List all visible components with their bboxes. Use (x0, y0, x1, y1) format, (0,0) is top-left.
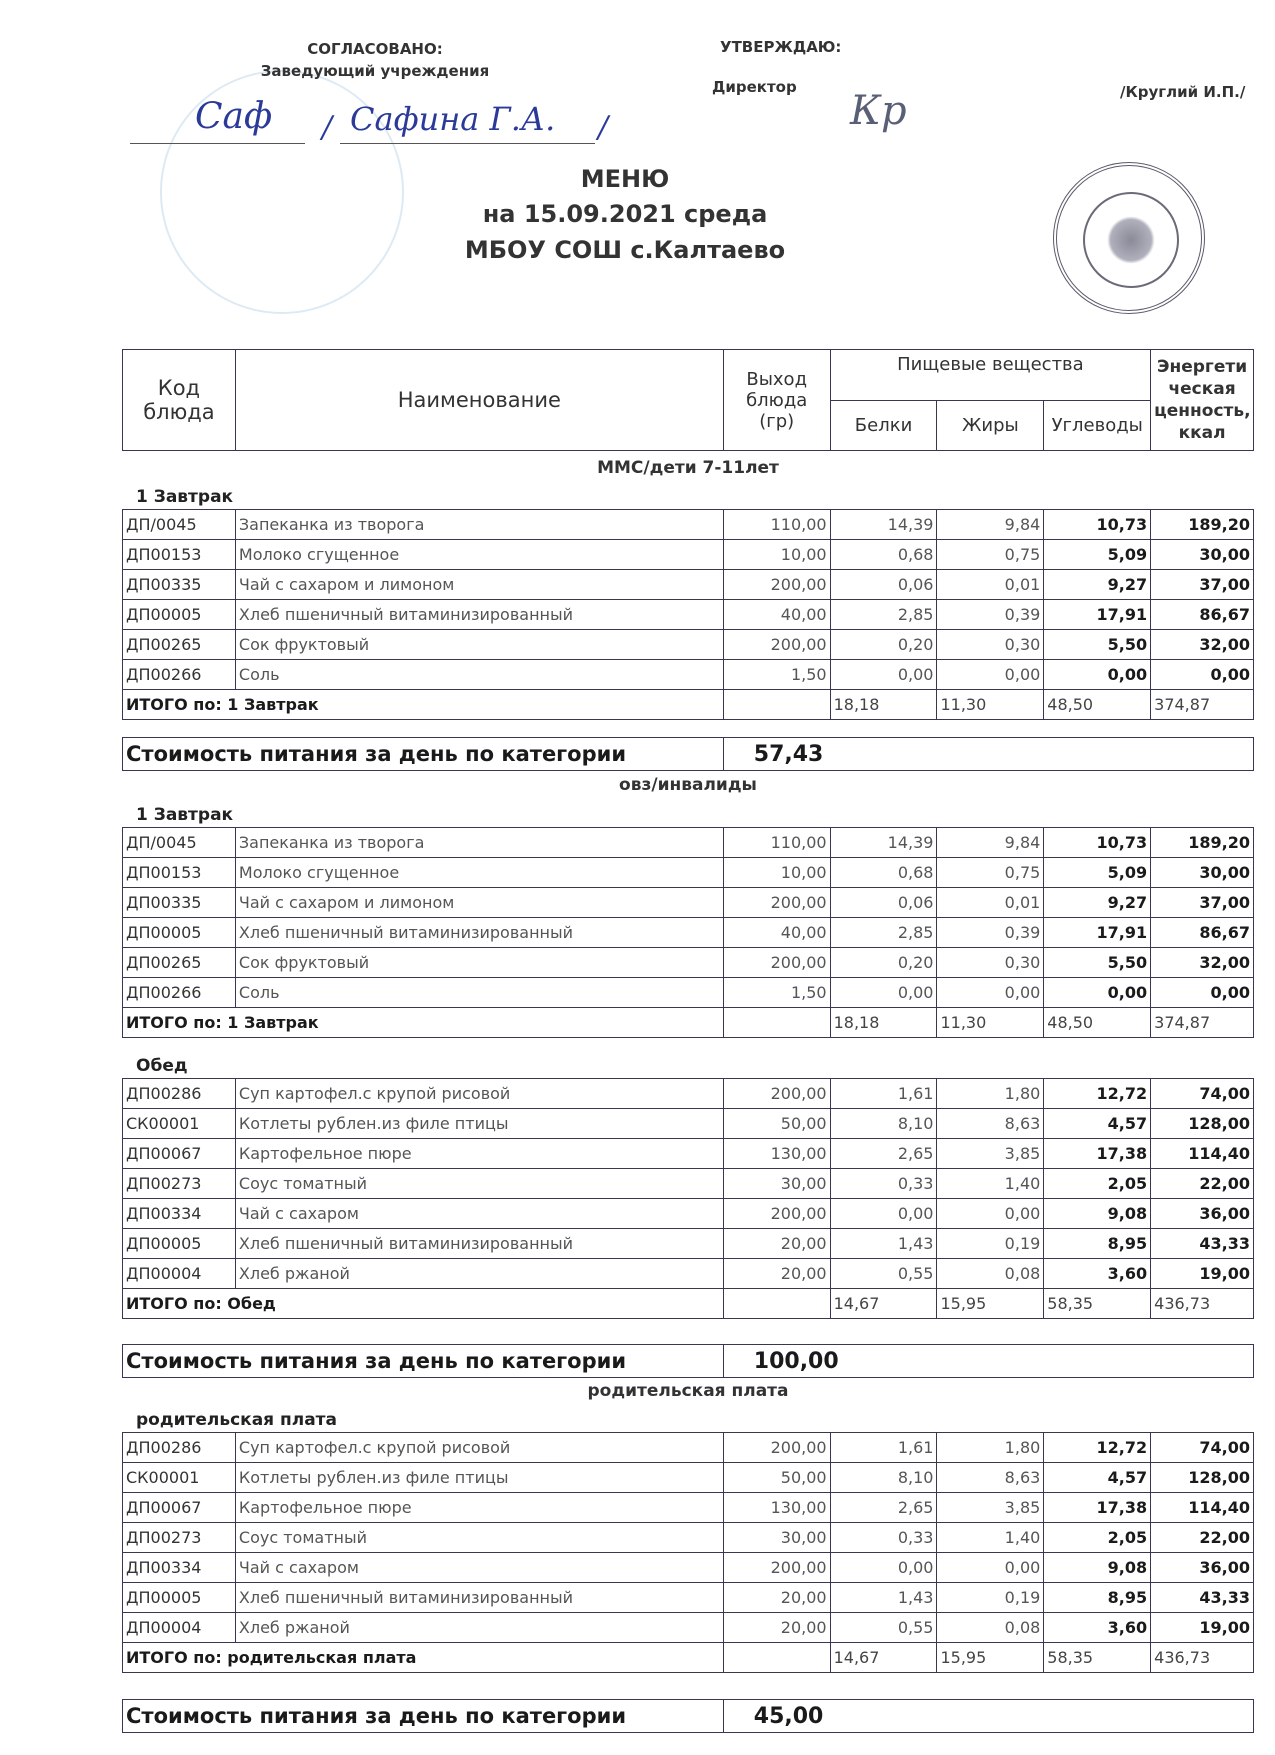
dish-energy: 43,33 (1151, 1229, 1254, 1259)
dish-code: ДП00067 (123, 1493, 236, 1523)
dish-energy: 32,00 (1151, 630, 1254, 660)
total-proteins: 14,67 (830, 1643, 937, 1673)
dish-fats: 0,75 (937, 858, 1044, 888)
dish-carbs: 9,08 (1044, 1199, 1151, 1229)
dish-energy: 189,20 (1151, 828, 1254, 858)
dish-output: 200,00 (723, 888, 830, 918)
approval-left-title: СОГЛАСОВАНО: (307, 40, 443, 58)
cost-row (123, 738, 1254, 771)
total-label: ИТОГО по: родительская плата (123, 1643, 724, 1673)
dish-proteins: 2,85 (830, 918, 937, 948)
dish-output: 110,00 (723, 510, 830, 540)
dish-energy: 74,00 (1151, 1433, 1254, 1463)
dish-energy: 128,00 (1151, 1463, 1254, 1493)
table-row (123, 828, 1254, 858)
table-row (123, 630, 1254, 660)
dish-proteins: 8,10 (830, 1463, 937, 1493)
dish-output: 20,00 (723, 1613, 830, 1643)
dish-fats: 0,75 (937, 540, 1044, 570)
dish-carbs: 8,95 (1044, 1229, 1151, 1259)
table-row (123, 888, 1254, 918)
dish-proteins: 0,00 (830, 1553, 937, 1583)
total-proteins: 18,18 (830, 1008, 937, 1038)
total-energy: 374,87 (1151, 1008, 1254, 1038)
dish-carbs: 0,00 (1044, 978, 1151, 1008)
cost-table (122, 1699, 1254, 1733)
dish-name: Котлеты рублен.из филе птицы (235, 1463, 723, 1493)
dish-output: 200,00 (723, 630, 830, 660)
dish-name: Суп картофел.с крупой рисовой (235, 1433, 723, 1463)
table-row (123, 1463, 1254, 1493)
dish-name: Хлеб пшеничный витаминизированный (235, 918, 723, 948)
table-row (123, 510, 1254, 540)
dish-name: Запеканка из творога (235, 510, 723, 540)
dish-name: Картофельное пюре (235, 1493, 723, 1523)
approval-right-role: Директор (712, 78, 797, 96)
cost-row (123, 1700, 1254, 1733)
dish-code: ДП00286 (123, 1079, 236, 1109)
dish-fats: 3,85 (937, 1139, 1044, 1169)
dish-proteins: 0,20 (830, 948, 937, 978)
dish-name: Соль (235, 660, 723, 690)
dish-carbs: 9,27 (1044, 570, 1151, 600)
total-label: ИТОГО по: 1 Завтрак (123, 690, 724, 720)
dish-fats: 8,63 (937, 1463, 1044, 1493)
dish-carbs: 2,05 (1044, 1523, 1151, 1553)
dish-output: 20,00 (723, 1229, 830, 1259)
dish-code: ДП00286 (123, 1433, 236, 1463)
dish-carbs: 3,60 (1044, 1259, 1151, 1289)
total-row (123, 1643, 1254, 1673)
dish-output: 20,00 (723, 1259, 830, 1289)
meal-label: 1 Завтрак (136, 805, 234, 825)
header-proteins: Белки (830, 401, 937, 451)
table-row (123, 1229, 1254, 1259)
total-fats: 15,95 (937, 1289, 1044, 1319)
dish-energy: 30,00 (1151, 858, 1254, 888)
dish-proteins: 0,00 (830, 1199, 937, 1229)
cost-label: Стоимость питания за день по категории (123, 1345, 724, 1378)
dish-proteins: 0,55 (830, 1613, 937, 1643)
dish-code: ДП00335 (123, 570, 236, 600)
dish-code: СК00001 (123, 1463, 236, 1493)
dish-carbs: 5,09 (1044, 858, 1151, 888)
dish-code: ДП00266 (123, 660, 236, 690)
dish-name: Чай с сахаром и лимоном (235, 570, 723, 600)
dish-carbs: 9,27 (1044, 888, 1151, 918)
dish-code: СК00001 (123, 1109, 236, 1139)
dish-energy: 36,00 (1151, 1199, 1254, 1229)
dish-proteins: 14,39 (830, 828, 937, 858)
table-row (123, 1079, 1254, 1109)
signature-line-left-name (340, 143, 595, 144)
dish-code: ДП00005 (123, 1583, 236, 1613)
category-label: овз/инвалиды (619, 775, 757, 795)
dish-output: 200,00 (723, 1433, 830, 1463)
dish-output: 50,00 (723, 1463, 830, 1493)
table-row (123, 1109, 1254, 1139)
dish-carbs: 5,50 (1044, 948, 1151, 978)
dish-fats: 0,19 (937, 1583, 1044, 1613)
dish-proteins: 1,61 (830, 1433, 937, 1463)
table-row (123, 978, 1254, 1008)
total-label: ИТОГО по: 1 Завтрак (123, 1008, 724, 1038)
total-output (723, 690, 830, 720)
dish-proteins: 0,68 (830, 858, 937, 888)
meal-table (122, 1078, 1254, 1319)
dish-carbs: 2,05 (1044, 1169, 1151, 1199)
header-energy: Энергети ческая ценность, ккал (1151, 350, 1254, 451)
dish-proteins: 0,68 (830, 540, 937, 570)
dish-proteins: 0,20 (830, 630, 937, 660)
dish-name: Картофельное пюре (235, 1139, 723, 1169)
table-row (123, 948, 1254, 978)
dish-carbs: 17,38 (1044, 1139, 1151, 1169)
dish-fats: 0,08 (937, 1613, 1044, 1643)
dish-fats: 3,85 (937, 1493, 1044, 1523)
slash-divider: / (322, 110, 333, 145)
total-carbs: 58,35 (1044, 1289, 1151, 1319)
dish-carbs: 3,60 (1044, 1613, 1151, 1643)
slash-divider: / (598, 110, 609, 145)
dish-energy: 114,40 (1151, 1493, 1254, 1523)
total-fats: 11,30 (937, 690, 1044, 720)
dish-energy: 32,00 (1151, 948, 1254, 978)
dish-name: Соус томатный (235, 1169, 723, 1199)
dish-proteins: 0,33 (830, 1523, 937, 1553)
dish-name: Суп картофел.с крупой рисовой (235, 1079, 723, 1109)
category-label: ММС/дети 7-11лет (597, 458, 779, 478)
table-row (123, 600, 1254, 630)
dish-name: Чай с сахаром (235, 1553, 723, 1583)
dish-fats: 1,80 (937, 1079, 1044, 1109)
total-output (723, 1289, 830, 1319)
dish-fats: 0,01 (937, 888, 1044, 918)
dish-fats: 1,80 (937, 1433, 1044, 1463)
meal-table (122, 1432, 1254, 1673)
dish-proteins: 0,55 (830, 1259, 937, 1289)
dish-energy: 189,20 (1151, 510, 1254, 540)
dish-proteins: 0,00 (830, 660, 937, 690)
dish-energy: 37,00 (1151, 570, 1254, 600)
header-fats: Жиры (937, 401, 1044, 451)
cost-value: 45,00 (723, 1700, 1253, 1733)
meal-table (122, 827, 1254, 1038)
dish-code: ДП00335 (123, 888, 236, 918)
table-row (123, 1169, 1254, 1199)
header-output: Выход блюда (гр) (723, 350, 830, 451)
dish-name: Молоко сгущенное (235, 540, 723, 570)
menu-date: на 15.09.2021 среда (482, 200, 768, 228)
approval-right-name: /Круглий И.П./ (1120, 83, 1246, 101)
cost-label: Стоимость питания за день по категории (123, 1700, 724, 1733)
dish-fats: 0,00 (937, 660, 1044, 690)
dish-name: Хлеб ржаной (235, 1613, 723, 1643)
dish-energy: 37,00 (1151, 888, 1254, 918)
dish-output: 10,00 (723, 540, 830, 570)
header-carbs: Углеводы (1044, 401, 1151, 451)
total-carbs: 48,50 (1044, 1008, 1151, 1038)
dish-proteins: 0,06 (830, 570, 937, 600)
header-name: Наименование (235, 350, 723, 451)
dish-fats: 8,63 (937, 1109, 1044, 1139)
total-energy: 436,73 (1151, 1289, 1254, 1319)
dish-proteins: 14,39 (830, 510, 937, 540)
dish-carbs: 0,00 (1044, 660, 1151, 690)
table-row (123, 1523, 1254, 1553)
dish-name: Хлеб пшеничный витаминизированный (235, 600, 723, 630)
total-fats: 11,30 (937, 1008, 1044, 1038)
dish-fats: 0,00 (937, 1199, 1044, 1229)
dish-code: ДП00273 (123, 1523, 236, 1553)
dish-carbs: 17,91 (1044, 918, 1151, 948)
signature-left: Саф (195, 96, 273, 137)
dish-carbs: 17,38 (1044, 1493, 1151, 1523)
dish-output: 110,00 (723, 828, 830, 858)
approval-left (200, 38, 550, 82)
dish-name: Чай с сахаром и лимоном (235, 888, 723, 918)
dish-proteins: 1,43 (830, 1583, 937, 1613)
total-energy: 436,73 (1151, 1643, 1254, 1673)
dish-fats: 0,39 (937, 918, 1044, 948)
dish-output: 200,00 (723, 1553, 830, 1583)
total-output (723, 1008, 830, 1038)
dish-output: 200,00 (723, 1199, 830, 1229)
dish-output: 30,00 (723, 1169, 830, 1199)
dish-fats: 0,01 (937, 570, 1044, 600)
dish-code: ДП00266 (123, 978, 236, 1008)
dish-name: Котлеты рублен.из филе птицы (235, 1109, 723, 1139)
dish-fats: 0,39 (937, 600, 1044, 630)
table-row (123, 858, 1254, 888)
table-row (123, 1433, 1254, 1463)
dish-output: 40,00 (723, 600, 830, 630)
meal-label: родительская плата (136, 1410, 337, 1430)
cost-value: 57,43 (723, 738, 1253, 771)
total-proteins: 14,67 (830, 1289, 937, 1319)
dish-fats: 9,84 (937, 828, 1044, 858)
cost-row (123, 1345, 1254, 1378)
approval-left-role: Заведующий учреждения (260, 62, 490, 80)
dish-fats: 1,40 (937, 1523, 1044, 1553)
dish-name: Молоко сгущенное (235, 858, 723, 888)
dish-proteins: 1,61 (830, 1079, 937, 1109)
dish-proteins: 0,06 (830, 888, 937, 918)
table-row (123, 1139, 1254, 1169)
dish-code: ДП00334 (123, 1199, 236, 1229)
dish-carbs: 5,50 (1044, 630, 1151, 660)
dish-carbs: 12,72 (1044, 1079, 1151, 1109)
meal-label: Обед (136, 1056, 188, 1076)
dish-proteins: 2,65 (830, 1493, 937, 1523)
dish-output: 200,00 (723, 1079, 830, 1109)
dish-fats: 0,30 (937, 948, 1044, 978)
dish-carbs: 4,57 (1044, 1463, 1151, 1493)
total-row (123, 1008, 1254, 1038)
dish-energy: 19,00 (1151, 1613, 1254, 1643)
menu-table-header (122, 349, 1254, 451)
total-carbs: 48,50 (1044, 690, 1151, 720)
dish-output: 1,50 (723, 978, 830, 1008)
dish-name: Хлеб пшеничный витаминизированный (235, 1229, 723, 1259)
total-carbs: 58,35 (1044, 1643, 1151, 1673)
dish-code: ДП00265 (123, 948, 236, 978)
school-name: МБОУ СОШ с.Калтаево (464, 236, 786, 264)
dish-energy: 19,00 (1151, 1259, 1254, 1289)
table-row (123, 1613, 1254, 1643)
dish-proteins: 2,65 (830, 1139, 937, 1169)
dish-fats: 0,08 (937, 1259, 1044, 1289)
dish-energy: 86,67 (1151, 600, 1254, 630)
table-row (123, 1553, 1254, 1583)
dish-name: Хлеб ржаной (235, 1259, 723, 1289)
dish-code: ДП00005 (123, 600, 236, 630)
dish-carbs: 17,91 (1044, 600, 1151, 630)
total-row (123, 690, 1254, 720)
menu-title: МЕНЮ (580, 165, 670, 193)
cost-value: 100,00 (723, 1345, 1253, 1378)
table-row (123, 1199, 1254, 1229)
dish-name: Сок фруктовый (235, 948, 723, 978)
official-seal-icon (1053, 162, 1205, 314)
signature-line-left (130, 143, 305, 144)
dish-energy: 22,00 (1151, 1523, 1254, 1553)
table-row (123, 1583, 1254, 1613)
dish-code: ДП00265 (123, 630, 236, 660)
dish-name: Соус томатный (235, 1523, 723, 1553)
dish-energy: 0,00 (1151, 660, 1254, 690)
dish-output: 30,00 (723, 1523, 830, 1553)
dish-output: 50,00 (723, 1109, 830, 1139)
dish-output: 130,00 (723, 1139, 830, 1169)
dish-energy: 30,00 (1151, 540, 1254, 570)
dish-proteins: 0,00 (830, 978, 937, 1008)
dish-energy: 114,40 (1151, 1139, 1254, 1169)
dish-name: Соль (235, 978, 723, 1008)
table-row (123, 570, 1254, 600)
cost-table (122, 1344, 1254, 1378)
dish-proteins: 8,10 (830, 1109, 937, 1139)
dish-name: Чай с сахаром (235, 1199, 723, 1229)
cost-table (122, 737, 1254, 771)
dish-energy: 0,00 (1151, 978, 1254, 1008)
dish-code: ДП00004 (123, 1613, 236, 1643)
dish-code: ДП00067 (123, 1139, 236, 1169)
dish-output: 20,00 (723, 1583, 830, 1613)
dish-output: 1,50 (723, 660, 830, 690)
dish-name: Сок фруктовый (235, 630, 723, 660)
dish-code: ДП00005 (123, 918, 236, 948)
dish-carbs: 5,09 (1044, 540, 1151, 570)
meal-label: 1 Завтрак (136, 487, 234, 507)
total-fats: 15,95 (937, 1643, 1044, 1673)
meal-table (122, 509, 1254, 720)
total-output (723, 1643, 830, 1673)
table-row (123, 660, 1254, 690)
dish-fats: 1,40 (937, 1169, 1044, 1199)
dish-fats: 0,30 (937, 630, 1044, 660)
dish-output: 40,00 (723, 918, 830, 948)
header-code: Код блюда (123, 350, 236, 451)
dish-code: ДП00153 (123, 540, 236, 570)
dish-code: ДП00273 (123, 1169, 236, 1199)
dish-name: Запеканка из творога (235, 828, 723, 858)
dish-carbs: 10,73 (1044, 828, 1151, 858)
dish-code: ДП/0045 (123, 828, 236, 858)
dish-output: 200,00 (723, 570, 830, 600)
cost-label: Стоимость питания за день по категории (123, 738, 724, 771)
dish-energy: 22,00 (1151, 1169, 1254, 1199)
dish-name: Хлеб пшеничный витаминизированный (235, 1583, 723, 1613)
signature-right: Кр (850, 88, 907, 134)
dish-proteins: 2,85 (830, 600, 937, 630)
dish-code: ДП/0045 (123, 510, 236, 540)
table-row (123, 918, 1254, 948)
dish-energy: 86,67 (1151, 918, 1254, 948)
dish-energy: 43,33 (1151, 1583, 1254, 1613)
dish-energy: 74,00 (1151, 1079, 1254, 1109)
dish-fats: 0,00 (937, 1553, 1044, 1583)
dish-energy: 128,00 (1151, 1109, 1254, 1139)
table-row (123, 540, 1254, 570)
dish-code: ДП00004 (123, 1259, 236, 1289)
dish-code: ДП00334 (123, 1553, 236, 1583)
total-row (123, 1289, 1254, 1319)
dish-output: 130,00 (723, 1493, 830, 1523)
dish-code: ДП00153 (123, 858, 236, 888)
header-nutrients: Пищевые вещества (830, 350, 1151, 401)
total-proteins: 18,18 (830, 690, 937, 720)
dish-proteins: 0,33 (830, 1169, 937, 1199)
category-label: родительская плата (587, 1381, 789, 1401)
handwritten-name-left: Сафина Г.А. (350, 100, 556, 138)
dish-fats: 0,19 (937, 1229, 1044, 1259)
dish-output: 10,00 (723, 858, 830, 888)
dish-code: ДП00005 (123, 1229, 236, 1259)
dish-carbs: 12,72 (1044, 1433, 1151, 1463)
total-energy: 374,87 (1151, 690, 1254, 720)
table-row (123, 1493, 1254, 1523)
dish-fats: 9,84 (937, 510, 1044, 540)
dish-carbs: 10,73 (1044, 510, 1151, 540)
total-label: ИТОГО по: Обед (123, 1289, 724, 1319)
dish-carbs: 9,08 (1044, 1553, 1151, 1583)
dish-output: 200,00 (723, 948, 830, 978)
dish-carbs: 8,95 (1044, 1583, 1151, 1613)
approval-right-title: УТВЕРЖДАЮ: (720, 38, 842, 56)
dish-fats: 0,00 (937, 978, 1044, 1008)
table-row (123, 1259, 1254, 1289)
dish-proteins: 1,43 (830, 1229, 937, 1259)
dish-carbs: 4,57 (1044, 1109, 1151, 1139)
dish-energy: 36,00 (1151, 1553, 1254, 1583)
